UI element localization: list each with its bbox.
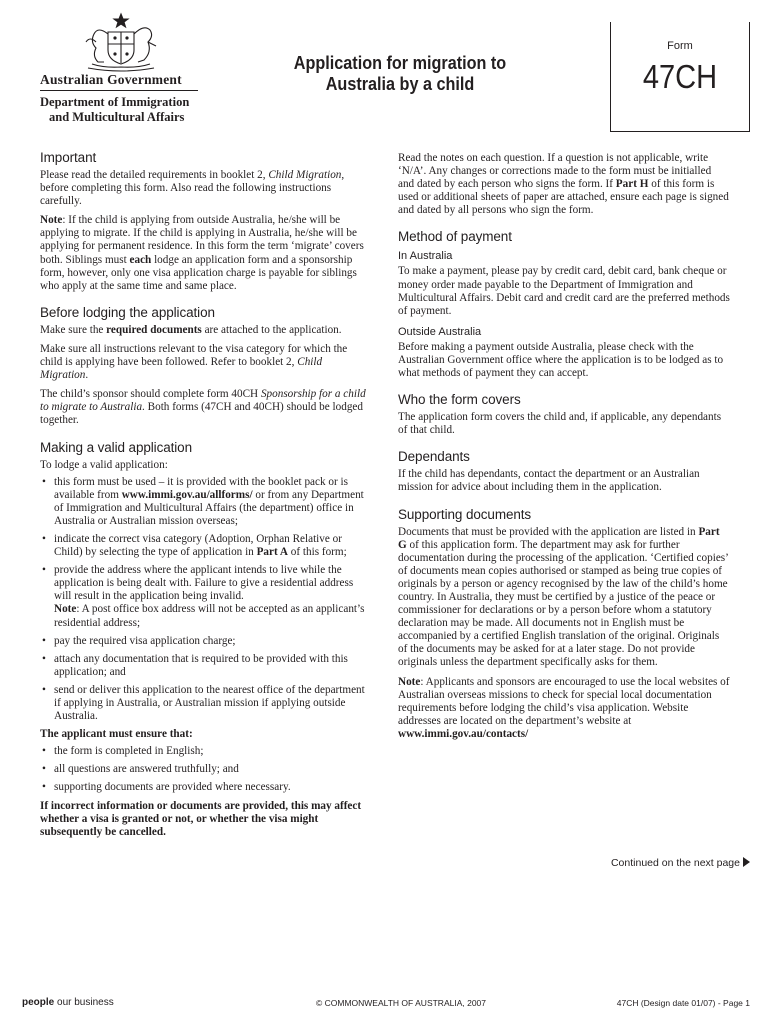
footer-copyright: © COMMONWEALTH OF AUSTRALIA, 2007 xyxy=(316,998,486,1008)
note-label: Note xyxy=(54,603,77,616)
text: , before completing this form. Also read the following instructions carefully. xyxy=(40,169,345,208)
list-item xyxy=(40,533,370,559)
ensure-heading-text: The applicant must ensure that: xyxy=(40,728,193,741)
text: . Both forms (47CH and 40CH) should be lodged together. xyxy=(40,401,363,427)
text: of this application form. The department may ask for further documentation during the processing of the application. ‘Certified copies’ of documents mean copies authorised or stamped as being true copies of originals by a person or agency recognised by the law of the child’s home country. In Australia, they must be certified by a justice of the peace or commissioner for declarations or by a person before whom a statutory declaration may be made. All documents not in English must be accompanied by a certified English translation of the original. Originals of the documents may be asked for at a later stage. Do not provide originals unless the department specifically asks for them. xyxy=(398,538,729,669)
continued-indicator xyxy=(560,857,750,869)
notes-paragraph xyxy=(398,152,730,217)
before-lodging-paragraph-2 xyxy=(40,343,370,382)
note-label: Note xyxy=(398,675,421,688)
outside-australia-text: Before making a payment outside Australia, please check with the Australian Government office where the application is to be lodged as to what methods of payment they can accept. xyxy=(398,340,724,380)
in-australia-heading: In Australia xyxy=(398,250,453,263)
left-column xyxy=(40,150,370,845)
list-item: • attach any documentation that is required to be provided with this application; and xyxy=(40,653,370,679)
department-line-1: Department of Immigration xyxy=(40,95,190,109)
department-line-2: and Multicultural Affairs xyxy=(49,110,185,124)
page-footer xyxy=(0,995,770,1015)
text: of this form; xyxy=(287,546,347,559)
footer-page-number: 47CH (Design date 01/07) - Page 1 xyxy=(616,998,750,1008)
government-name: Australian Government xyxy=(40,72,182,87)
ensure-list xyxy=(40,745,370,794)
covers-section xyxy=(398,392,730,437)
text: : A post office box address will not be accepted as an applicant’s residential address; xyxy=(54,603,365,629)
important-heading: Important xyxy=(40,150,97,165)
text: Read the notes on each question. If a question is not applicable, write ‘N/A’. Any changes or corrections made to the form must be initialled and dated by each person who signs the form. If xyxy=(398,152,712,191)
booklet-title: Child Migration xyxy=(268,169,342,181)
list-item: • all questions are answered truthfully; and xyxy=(40,763,370,776)
list-item xyxy=(40,564,370,629)
covers-heading: Who the form covers xyxy=(398,392,521,408)
contacts-link[interactable]: www.immi.gov.au/contacts/ xyxy=(398,727,529,740)
payment-section xyxy=(398,229,730,380)
text: Make sure the xyxy=(40,323,107,336)
text: indicate the correct visa category (Adoption, Orphan Relative or Child) by selecting the type of application in xyxy=(54,532,342,559)
text: Please read the detailed requirements in booklet 2, xyxy=(40,169,269,181)
valid-application-intro: To lodge a valid application: xyxy=(40,458,168,471)
important-paragraph xyxy=(40,169,370,208)
note-label: Note xyxy=(40,214,63,227)
before-lodging-section xyxy=(40,305,370,428)
page-header xyxy=(0,0,770,135)
text: : Applicants and sponsors are encouraged to use the local websites of Australian overseas missions to check for special local documentation requirements before lodging the child’s visa application. Website addresses are located on the department’s website at xyxy=(398,675,730,727)
text: Make sure all instructions relevant to the visa category for which the child is applying have been followed. Refer to booklet 2, xyxy=(40,342,348,369)
coat-of-arms-icon xyxy=(78,12,164,72)
footer-slogan xyxy=(22,997,114,1008)
important-note xyxy=(40,214,370,293)
slogan-rest: our business xyxy=(54,997,114,1008)
list-item: • the form is completed in English; xyxy=(40,745,370,758)
list-item: • send or deliver this application to the nearest office of the department if applying in Australia, or Australian mission if applying outside Australia. xyxy=(40,684,370,723)
supporting-note xyxy=(398,676,730,741)
allforms-link[interactable]: www.immi.gov.au/allforms/ xyxy=(121,488,253,501)
form-label: Form xyxy=(667,40,693,52)
department-name xyxy=(40,95,210,125)
text: are attached to the application. xyxy=(201,323,342,336)
before-lodging-paragraph-3 xyxy=(40,388,370,427)
form-title xyxy=(283,53,517,95)
ensure-heading xyxy=(40,728,370,741)
outside-australia-heading: Outside Australia xyxy=(398,325,482,338)
arrow-right-icon xyxy=(743,857,750,867)
supporting-heading: Supporting documents xyxy=(398,506,532,522)
dependants-text: If the child has dependants, contact the department or an Australian mission for advice about including them in the application. xyxy=(398,468,700,494)
valid-application-heading: Making a valid application xyxy=(40,439,192,455)
text: : If the child is applying from outside Australia, he/she will be applying to migrate. If the child is applying in Australia, he/she will be applying for permanent residence. In this form the term ‘migrate’ covers both. Siblings must xyxy=(40,214,364,266)
before-lodging-paragraph-1 xyxy=(40,324,370,337)
dependants-heading: Dependants xyxy=(398,449,470,465)
payment-heading: Method of payment xyxy=(398,229,512,245)
text: provide the address where the applicant intends to live while the application is being dealt with. Failure to give a residential address will result in the application being invalid. xyxy=(54,564,354,603)
warning-text: If incorrect information or documents are provided, this may affect whether a visa is granted or not, or whether the visa might subsequently be cancelled. xyxy=(40,799,362,838)
requirements-list xyxy=(40,476,370,724)
text: this form must be used – it is provided with the booklet pack or is available from xyxy=(54,475,348,501)
form-number-box xyxy=(610,22,750,132)
form-number: 47CH xyxy=(642,58,718,95)
form-title-ref: Sponsorship for a child to migrate to Australia xyxy=(40,388,366,414)
text: Documents that must be provided with the application are listed in xyxy=(398,525,699,538)
slogan-bold: people xyxy=(22,997,55,1008)
text: of this form is used or additional sheets of paper are attached, ensure each page is signed and dated by all persons who sign the form. xyxy=(398,178,729,217)
divider xyxy=(40,90,198,91)
dependants-section xyxy=(398,449,730,494)
emphasis: Part A xyxy=(256,546,288,559)
important-section xyxy=(40,150,370,293)
emphasis: each xyxy=(129,253,152,266)
list-item: • pay the required visa application charge; xyxy=(40,635,370,648)
continued-text: Continued on the next page xyxy=(610,857,740,869)
text: lodge an application form and a sponsorship form, however, only one visa application charge is payable for siblings who apply at the same time and same place. xyxy=(40,253,357,292)
emphasis: required documents xyxy=(106,323,202,336)
text: The child’s sponsor should complete form 40CH xyxy=(40,388,261,401)
list-item xyxy=(40,476,370,528)
covers-text: The application form covers the child and, if applicable, any dependants of that child. xyxy=(398,411,722,437)
valid-application-section xyxy=(40,440,370,839)
text: . xyxy=(85,369,89,382)
form-title-line-1: Application for migration to xyxy=(293,53,507,73)
supporting-paragraph xyxy=(398,526,730,670)
before-lodging-heading: Before lodging the application xyxy=(40,304,215,320)
emphasis: Part G xyxy=(398,525,720,551)
supporting-section xyxy=(398,507,730,742)
emphasis: Part H xyxy=(615,178,649,191)
right-column xyxy=(398,152,730,747)
in-australia-text: To make a payment, please pay by credit card, debit card, bank cheque or money order made payable to the Department of Immigration and Multicultural Affairs. Debit card and credit card are the preferred methods of payment. xyxy=(398,265,730,317)
booklet-title: Child Migration xyxy=(40,356,323,382)
form-title-line-2: Australia by a child xyxy=(325,74,475,94)
text: or from any Department of Immigration and Multicultural Affairs (the department) office in Australia or Australian mission overseas; xyxy=(54,488,364,527)
list-item: • supporting documents are provided where necessary. xyxy=(40,781,370,794)
